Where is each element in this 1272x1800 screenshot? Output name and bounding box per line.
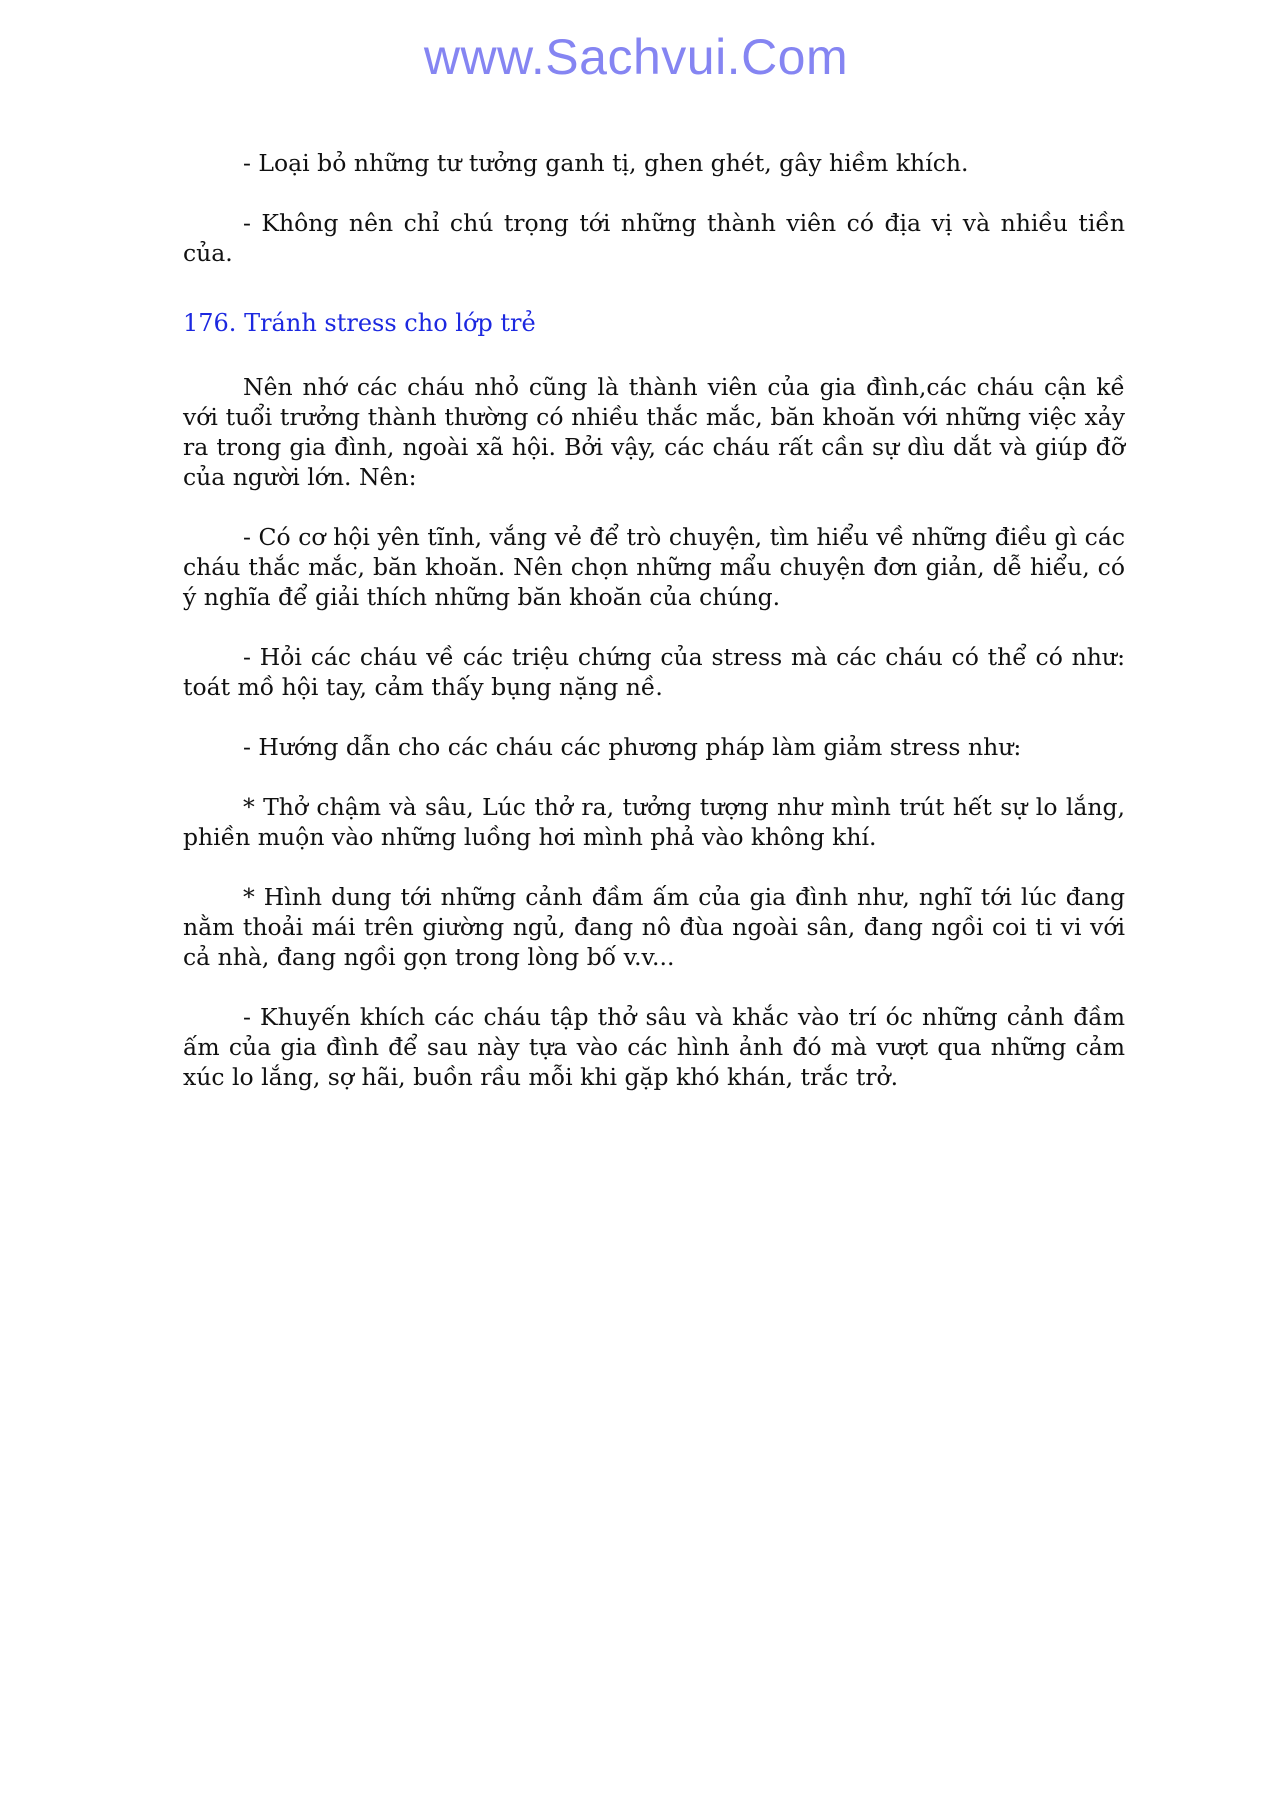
section-paragraph-talk: - Có cơ hội yên tĩnh, vắng vẻ để trò chuyện, tìm hiểu về những điều gì các cháu thắc mắc, băn khoăn. Nên chọn những mẩu chuyện đơn giản, dễ hiểu, có ý nghĩa để giải thích những băn khoăn của chúng. (183, 523, 1125, 611)
section-paragraph-intro: Nên nhớ các cháu nhỏ cũng là thành viên của gia đình,các cháu cận kề với tuổi trưởng thành thường có nhiều thắc mắc, băn khoăn với những việc xảy ra trong gia đình, ngoài xã hội. Bởi vậy, các cháu rất cần sự dìu dắt và giúp đỡ của người lớn. Nên: (183, 373, 1125, 491)
section-paragraph-visualize: * Hình dung tới những cảnh đầm ấm của gia đình như, nghĩ tới lúc đang nằm thoải mái trên giường ngủ, đang nô đùa ngoài sân, đang ngồi coi ti vi với cả nhà, đang ngồi gọn trong lòng bố v.v... (183, 883, 1125, 971)
section-paragraph-methods: - Hướng dẫn cho các cháu các phương pháp làm giảm stress như: (243, 733, 1022, 761)
section-paragraph-symptoms: - Hỏi các cháu về các triệu chứng của stress mà các cháu có thể có như: toát mồ hội tay, cảm thấy bụng nặng nề. (183, 643, 1125, 701)
section-paragraph-breathing: * Thở chậm và sâu, Lúc thở ra, tưởng tượng như mình trút hết sự lo lắng, phiền muộn vào những luồng hơi mình phả vào không khí. (183, 793, 1125, 851)
section-heading: 176. Tránh stress cho lớp trẻ (183, 309, 536, 337)
paragraph-before-1: - Loại bỏ những tư tưởng ganh tị, ghen ghét, gây hiềm khích. (243, 149, 969, 177)
site-watermark: www.Sachvui.Com (423, 29, 849, 85)
paragraph-before-2: - Không nên chỉ chú trọng tới những thành viên có địa vị và nhiều tiền của. (183, 209, 1125, 267)
section-paragraph-encourage: - Khuyến khích các cháu tập thở sâu và khắc vào trí óc những cảnh đầm ấm của gia đình để sau này tựa vào các hình ảnh đó mà vượt qua những cảm xúc lo lắng, sợ hãi, buồn rầu mỗi khi gặp khó khán, trắc trở. (183, 1003, 1125, 1091)
page-content (183, 148, 1125, 1122)
